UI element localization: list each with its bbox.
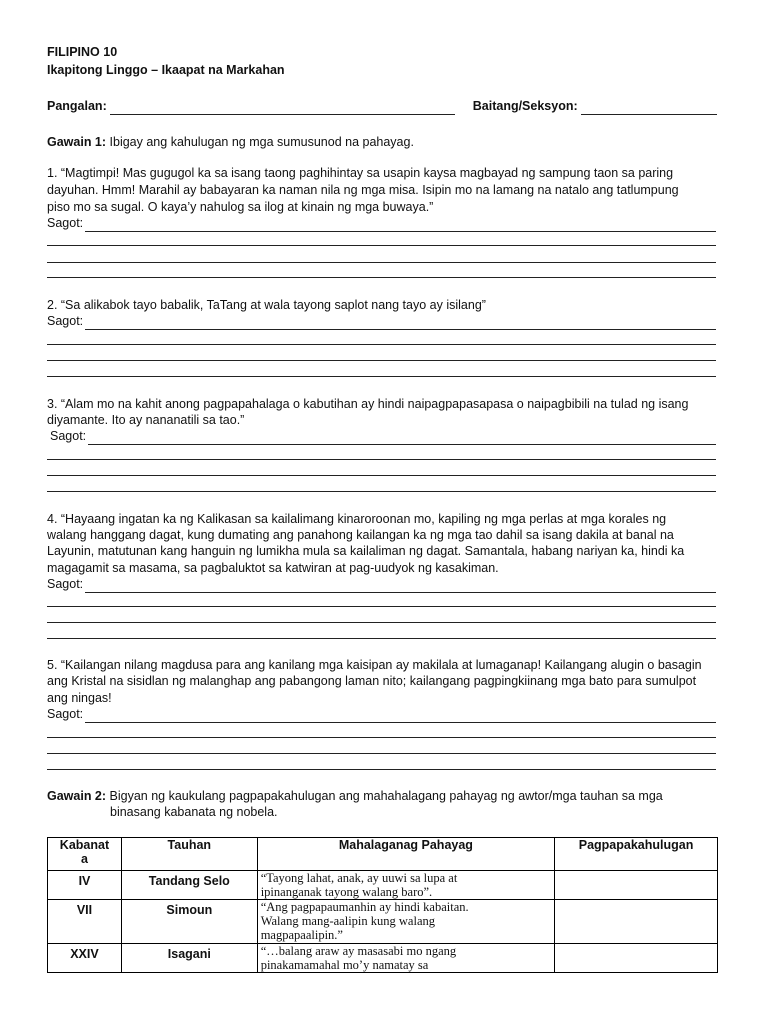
- header-kabanata-text: Kabanat: [59, 838, 110, 852]
- section-field[interactable]: [581, 102, 717, 115]
- pahayag-line: “Ang pagpapaumanhin ay hindi kabaitan.: [260, 900, 469, 914]
- item4-line1: 4. “Hayaang ingatan ka ng Kalikasan sa kailalimang kinaroroonan mo, kapiling ng mga perlas at mga korales ng: [47, 512, 667, 526]
- item5-answer-label: Sagot:: [47, 707, 84, 721]
- item1-line1: 1. “Magtimpi! Mas gugugol ka sa isang taong paghihintay sa usapin kaysa magbayad ng sampung taon sa paring: [47, 166, 674, 180]
- item3-answer-label: Sagot:: [50, 429, 87, 443]
- item1-answer-line[interactable]: [47, 245, 716, 246]
- item4-line2: walang hanggang dagat, kung dumating ang panahong kailangan ka ng mga tao dahil sa isang dakila at banal na: [47, 528, 674, 542]
- item2-answer-field[interactable]: [85, 317, 716, 330]
- cell-tauhan: Tandang Selo: [121, 871, 257, 900]
- item1-line2: dayuhan. Hmm! Marahil ay babayaran ka naman nila ng mga misa. Isipin mo na lamang na natalo ang tatlumpung: [47, 183, 679, 197]
- cell-pahayag: [257, 944, 554, 973]
- item5-line1: 5. “Kailangan nilang magdusa para ang kanilang mga kaisipan ay makilala at lumaganap! Kailangang alugin o basagin: [47, 658, 702, 672]
- cell-tauhan: Isagani: [121, 944, 257, 973]
- cell-pagpapakahulugan-input[interactable]: [555, 900, 718, 944]
- item4-line3: Layunin, matutunan kang hanguin ng lumikha mula sa kailaliman ng dagat. Samantala, habang nariyan ka, hindi ka: [47, 544, 685, 558]
- item3-answer-line[interactable]: [47, 491, 716, 492]
- name-label: Pangalan:: [47, 99, 107, 113]
- item3-answer-row: [50, 428, 716, 445]
- pahayag-line: Walang mang-aalipin kung walang: [260, 914, 435, 928]
- pahayag-line: magpapaalipin.”: [260, 928, 343, 942]
- item4-answer-line[interactable]: [47, 622, 716, 623]
- table-header-row: [48, 838, 718, 871]
- table-row: [48, 944, 718, 973]
- gawain2-label: Gawain 2:: [47, 789, 107, 803]
- pahayag-line: “…balang araw ay masasabi mo ngang: [260, 944, 457, 958]
- gawain1-instruction: Ibigay ang kahulugan ng mga sumusunod na pahayag.: [109, 135, 414, 149]
- item3-answer-line[interactable]: [47, 475, 716, 476]
- week-title: Ikapitong Linggo – Ikaapat na Markahan: [47, 63, 285, 77]
- item5-answer-row: [47, 706, 716, 723]
- cell-pagpapakahulugan-input[interactable]: [555, 871, 718, 900]
- header-kabanata: [48, 838, 122, 871]
- item5-answer-line[interactable]: [47, 737, 716, 738]
- item5-answer-field[interactable]: [85, 710, 716, 723]
- item1-answer-line[interactable]: [47, 262, 716, 263]
- name-field[interactable]: [110, 102, 455, 115]
- item2-answer-row: [47, 313, 716, 330]
- item2-answer-line[interactable]: [47, 376, 716, 377]
- table-row: [48, 900, 718, 944]
- item5-answer-line[interactable]: [47, 753, 716, 754]
- interpretation-table: [47, 837, 718, 973]
- item4-answer-line[interactable]: [47, 638, 716, 639]
- item2-answer-line[interactable]: [47, 344, 716, 345]
- student-info-row: [47, 98, 717, 115]
- cell-kabanata: VII: [48, 900, 122, 944]
- item2-answer-label: Sagot:: [47, 314, 84, 328]
- header-kabanata-text-wrap: a: [80, 852, 88, 866]
- item5-answer-line[interactable]: [47, 769, 716, 770]
- item3-answer-line[interactable]: [47, 459, 716, 460]
- header-pagpapakahulugan: Pagpapakahulugan: [555, 838, 718, 871]
- item4-answer-label: Sagot:: [47, 577, 84, 591]
- header-pahayag: Mahalaganag Pahayag: [257, 838, 554, 871]
- gawain2-instruction: Bigyan ng kaukulang pagpapakahulugan ang mahahalagang pahayag ng awtor/mga tauhan sa mga: [109, 789, 663, 803]
- item3-answer-field[interactable]: [88, 432, 716, 445]
- section-label: Baitang/Seksyon:: [472, 99, 578, 113]
- item1-answer-label: Sagot:: [47, 216, 84, 230]
- cell-pagpapakahulugan-input[interactable]: [555, 944, 718, 973]
- cell-kabanata: IV: [48, 871, 122, 900]
- item1-line3: piso mo sa sugal. O kaya’y nahulog sa ilog at kinain ng mga buwaya.”: [47, 200, 434, 214]
- item4-answer-line[interactable]: [47, 606, 716, 607]
- table-row: [48, 871, 718, 900]
- item4-answer-row: [47, 576, 716, 593]
- item2-line1: 2. “Sa alikabok tayo babalik, TaTang at wala tayong saplot nang tayo ay isilang”: [47, 298, 486, 312]
- gawain1-label: Gawain 1:: [47, 135, 107, 149]
- item1-answer-row: [47, 215, 716, 232]
- header-tauhan: Tauhan: [121, 838, 257, 871]
- cell-pahayag: [257, 871, 554, 900]
- gawain2-instruction-line1: [47, 788, 663, 805]
- pahayag-line: ipinanganak tayong walang baro”.: [260, 885, 433, 899]
- item4-line4: magagamit sa masama, sa pagbaluktot sa katwiran at pag-uudyok ng kasakiman.: [47, 561, 499, 575]
- item2-answer-line[interactable]: [47, 360, 716, 361]
- pahayag-line: pinakamamahal mo’y namatay sa: [260, 958, 429, 972]
- item1-answer-field[interactable]: [85, 219, 716, 232]
- pahayag-line: “Tayong lahat, anak, ay uuwi sa lupa at: [260, 871, 458, 885]
- item4-answer-field[interactable]: [85, 580, 716, 593]
- cell-pahayag: [257, 900, 554, 944]
- item1-answer-line[interactable]: [47, 277, 716, 278]
- item5-line3: ang ningas!: [47, 691, 112, 705]
- gawain2-instruction-line2: binasang kabanata ng nobela.: [110, 805, 278, 819]
- cell-tauhan: Simoun: [121, 900, 257, 944]
- gawain1-instruction-line: [47, 134, 414, 151]
- subject-title: FILIPINO 10: [47, 45, 118, 59]
- item5-line2: ang Kristal na sisidlan ng malanghap ang pabangong laman nito; kailangang pagpingkiinang mga bato para sumulpot: [47, 674, 697, 688]
- cell-kabanata: XXIV: [48, 944, 122, 973]
- item3-line1: 3. “Alam mo na kahit anong pagpapahalaga o kabutihan ay hindi naipagpapasapasa o naipagbibili na tulad ng isang: [47, 397, 689, 411]
- item3-line2: diyamante. Ito ay nananatili sa tao.”: [47, 413, 245, 427]
